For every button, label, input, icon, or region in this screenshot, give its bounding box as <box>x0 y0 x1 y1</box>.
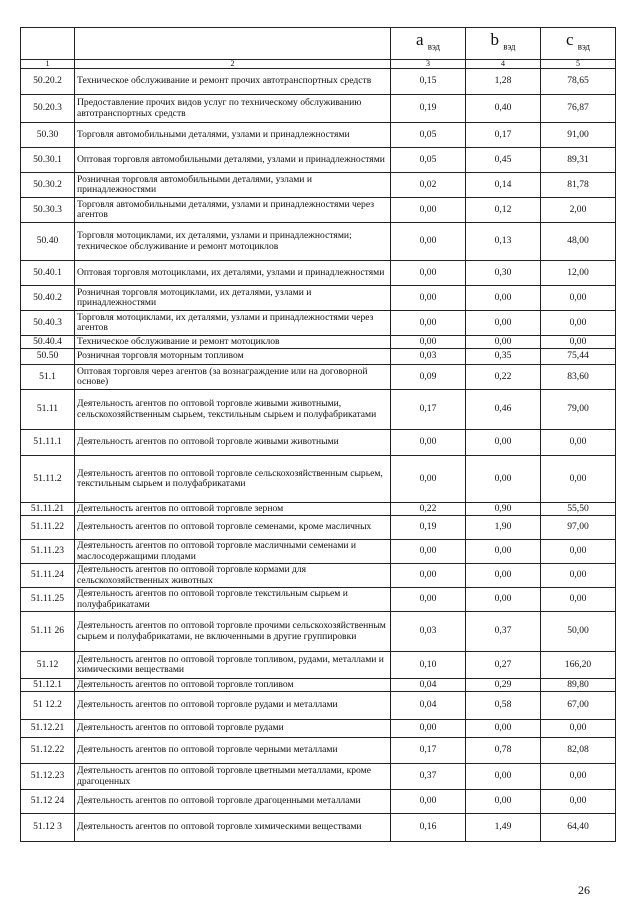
row-value-a: 0,00 <box>391 336 466 349</box>
row-value-b: 0,00 <box>466 311 541 336</box>
row-value-c: 91,00 <box>541 123 616 148</box>
row-value-b: 0,00 <box>466 336 541 349</box>
row-value-c: 0,00 <box>541 430 616 456</box>
row-name: Торговля автомобильными деталями, узлами и принадлежностями <box>75 123 391 148</box>
row-value-a: 0,37 <box>391 764 466 790</box>
table-row <box>21 516 616 540</box>
row-code: 51.11.2 <box>21 456 75 503</box>
row-name: Деятельность агентов по оптовой торговле топливом, рудами, металлами и химическими веществами <box>75 652 391 679</box>
row-value-b: 0,00 <box>466 430 541 456</box>
row-value-c: 12,00 <box>541 261 616 286</box>
row-value-c: 0,00 <box>541 311 616 336</box>
row-code: 51.1 <box>21 365 75 390</box>
row-name: Оптовая торговля мотоциклами, их деталями, узлами и принадлежностями <box>75 261 391 286</box>
row-value-b: 0,17 <box>466 123 541 148</box>
row-name: Деятельность агентов по оптовой торговле рудами <box>75 720 391 738</box>
table-row <box>21 738 616 764</box>
row-code: 51 12.2 <box>21 692 75 720</box>
row-value-b: 0,58 <box>466 692 541 720</box>
row-value-c: 48,00 <box>541 223 616 261</box>
row-value-c: 0,00 <box>541 790 616 814</box>
row-value-c: 50,00 <box>541 612 616 652</box>
row-value-c: 78,65 <box>541 69 616 95</box>
row-value-a: 0,00 <box>391 430 466 456</box>
row-name: Деятельность агентов по оптовой торговле рудами и металлами <box>75 692 391 720</box>
row-value-b: 0,27 <box>466 652 541 679</box>
row-value-a: 0,03 <box>391 612 466 652</box>
column-index: 1 <box>21 60 75 69</box>
row-name: Розничная торговля автомобильными деталями, узлами и принадлежностями <box>75 173 391 198</box>
row-value-a: 0,09 <box>391 365 466 390</box>
row-name: Розничная торговля мотоциклами, их деталями, узлами и принадлежностями <box>75 286 391 311</box>
page-number: 26 <box>578 883 590 897</box>
row-value-b: 0,14 <box>466 173 541 198</box>
column-index-row <box>21 60 616 69</box>
row-value-c: 0,00 <box>541 286 616 311</box>
row-value-b: 0,37 <box>466 612 541 652</box>
table-row <box>21 764 616 790</box>
row-value-a: 0,04 <box>391 679 466 692</box>
row-value-c: 67,00 <box>541 692 616 720</box>
column-index: 2 <box>75 60 391 69</box>
row-value-c: 0,00 <box>541 540 616 564</box>
row-value-c: 89,80 <box>541 679 616 692</box>
row-value-a: 0,19 <box>391 95 466 123</box>
table-row <box>21 503 616 516</box>
table-row <box>21 123 616 148</box>
table-row <box>21 365 616 390</box>
row-value-c: 64,40 <box>541 814 616 842</box>
row-name: Деятельность агентов по оптовой торговле масличными семенами и маслосодержащими плодами <box>75 540 391 564</box>
row-code: 50.30.2 <box>21 173 75 198</box>
row-value-b: 0,00 <box>466 720 541 738</box>
row-code: 51.11.22 <box>21 516 75 540</box>
row-name: Оптовая торговля автомобильными деталями, узлами и принадлежностями <box>75 148 391 173</box>
row-value-b: 0,00 <box>466 456 541 503</box>
row-name: Деятельность агентов по оптовой торговле цветными металлами, кроме драгоценных <box>75 764 391 790</box>
row-value-c: 81,78 <box>541 173 616 198</box>
row-value-b: 1,28 <box>466 69 541 95</box>
row-name: Деятельность агентов по оптовой торговле сельскохозяйственным сырьем, текстильным сырьем и полуфабрикатами <box>75 456 391 503</box>
row-name: Деятельность агентов по оптовой торговле живыми животными, сельскохозяйственным сырьем, текстильным сырьем и полуфабрикатами <box>75 390 391 430</box>
row-value-b: 0,46 <box>466 390 541 430</box>
row-value-c: 89,31 <box>541 148 616 173</box>
table-row <box>21 588 616 612</box>
row-name: Деятельность агентов по оптовой торговле черными металлами <box>75 738 391 764</box>
header-row <box>21 28 616 60</box>
row-code: 50.30 <box>21 123 75 148</box>
row-name: Торговля мотоциклами, их деталями, узлами и принадлежностями; техническое обслуживание и ремонт мотоциклов <box>75 223 391 261</box>
table-row <box>21 814 616 842</box>
row-value-a: 0,00 <box>391 311 466 336</box>
row-value-b: 0,00 <box>466 540 541 564</box>
row-value-b: 0,29 <box>466 679 541 692</box>
row-value-a: 0,19 <box>391 516 466 540</box>
row-name: Деятельность агентов по оптовой торговле химическими веществами <box>75 814 391 842</box>
table-row <box>21 564 616 588</box>
row-code: 51.11.1 <box>21 430 75 456</box>
table-row <box>21 652 616 679</box>
row-name: Предоставление прочих видов услуг по техническому обслуживанию автотранспортных средств <box>75 95 391 123</box>
table-row <box>21 173 616 198</box>
row-value-b: 1,49 <box>466 814 541 842</box>
header-col-b: b $_{вэд}$ <box>466 28 541 60</box>
table-row <box>21 349 616 365</box>
table-row <box>21 261 616 286</box>
row-code: 50.20.2 <box>21 69 75 95</box>
row-code: 51.12 <box>21 652 75 679</box>
row-value-b: 0,22 <box>466 365 541 390</box>
row-value-c: 166,20 <box>541 652 616 679</box>
table-row <box>21 148 616 173</box>
row-value-a: 0,10 <box>391 652 466 679</box>
row-value-b: 0,40 <box>466 95 541 123</box>
table-row <box>21 69 616 95</box>
table-row <box>21 286 616 311</box>
row-name: Розничная торговля моторным топливом <box>75 349 391 365</box>
row-name: Деятельность агентов по оптовой торговле семенами, кроме масличных <box>75 516 391 540</box>
table-row <box>21 720 616 738</box>
table-row <box>21 612 616 652</box>
row-code: 50.40 <box>21 223 75 261</box>
row-value-c: 0,00 <box>541 336 616 349</box>
row-name: Торговля автомобильными деталями, узлами и принадлежностями через агентов <box>75 198 391 223</box>
table-row <box>21 198 616 223</box>
row-value-c: 0,00 <box>541 456 616 503</box>
table-row <box>21 336 616 349</box>
row-value-b: 0,78 <box>466 738 541 764</box>
row-code: 51.12.22 <box>21 738 75 764</box>
row-value-a: 0,00 <box>391 456 466 503</box>
row-value-a: 0,00 <box>391 286 466 311</box>
classifier-table <box>20 27 616 842</box>
row-value-a: 0,15 <box>391 69 466 95</box>
row-value-c: 2,00 <box>541 198 616 223</box>
table-row <box>21 790 616 814</box>
table-row <box>21 540 616 564</box>
row-code: 51.12.21 <box>21 720 75 738</box>
row-code: 51.11.24 <box>21 564 75 588</box>
table-row <box>21 95 616 123</box>
row-value-b: 0,30 <box>466 261 541 286</box>
row-name: Деятельность агентов по оптовой торговле живыми животными <box>75 430 391 456</box>
row-value-a: 0,00 <box>391 564 466 588</box>
row-name: Деятельность агентов по оптовой торговле прочими сельскохозяйственным сырьем и полуфабрикатами, не включенными в другие группировки <box>75 612 391 652</box>
column-index: 3 <box>391 60 466 69</box>
row-code: 51.11.21 <box>21 503 75 516</box>
table-row <box>21 456 616 503</box>
row-value-c: 97,00 <box>541 516 616 540</box>
row-code: 51.11.25 <box>21 588 75 612</box>
row-value-c: 0,00 <box>541 588 616 612</box>
row-value-b: 0,35 <box>466 349 541 365</box>
row-name: Оптовая торговля через агентов (за вознаграждение или на договорной основе) <box>75 365 391 390</box>
row-value-a: 0,02 <box>391 173 466 198</box>
row-code: 50.30.3 <box>21 198 75 223</box>
row-code: 51.12 24 <box>21 790 75 814</box>
row-code: 51.11 <box>21 390 75 430</box>
row-value-b: 0,90 <box>466 503 541 516</box>
row-value-a: 0,00 <box>391 790 466 814</box>
row-value-a: 0,05 <box>391 123 466 148</box>
row-name: Деятельность агентов по оптовой торговле текстильным сырьем и полуфабрикатами <box>75 588 391 612</box>
row-value-b: 0,45 <box>466 148 541 173</box>
row-value-c: 0,00 <box>541 720 616 738</box>
row-value-a: 0,00 <box>391 223 466 261</box>
column-index: 5 <box>541 60 616 69</box>
row-value-a: 0,00 <box>391 588 466 612</box>
table-row <box>21 430 616 456</box>
row-value-a: 0,00 <box>391 261 466 286</box>
row-code: 50.40.1 <box>21 261 75 286</box>
header-code-cell <box>21 28 75 60</box>
row-value-c: 76,87 <box>541 95 616 123</box>
row-code: 51.11 26 <box>21 612 75 652</box>
row-value-c: 0,00 <box>541 764 616 790</box>
row-value-a: 0,17 <box>391 390 466 430</box>
row-value-b: 0,00 <box>466 286 541 311</box>
row-value-b: 0,00 <box>466 764 541 790</box>
row-code: 51.12.23 <box>21 764 75 790</box>
table-row <box>21 692 616 720</box>
row-name: Техническое обслуживание и ремонт мотоциклов <box>75 336 391 349</box>
row-value-b: 0,12 <box>466 198 541 223</box>
row-value-b: 1,90 <box>466 516 541 540</box>
row-code: 50.40.3 <box>21 311 75 336</box>
row-value-c: 55,50 <box>541 503 616 516</box>
row-value-c: 79,00 <box>541 390 616 430</box>
table-row <box>21 679 616 692</box>
table-row <box>21 390 616 430</box>
header-name-cell <box>75 28 391 60</box>
row-code: 50.40.2 <box>21 286 75 311</box>
row-value-a: 0,16 <box>391 814 466 842</box>
row-value-c: 75,44 <box>541 349 616 365</box>
row-code: 51.12 3 <box>21 814 75 842</box>
row-value-a: 0,22 <box>391 503 466 516</box>
row-name: Деятельность агентов по оптовой торговле топливом <box>75 679 391 692</box>
row-value-b: 0,13 <box>466 223 541 261</box>
row-value-c: 0,00 <box>541 564 616 588</box>
row-value-a: 0,05 <box>391 148 466 173</box>
row-name: Торговля мотоциклами, их деталями, узлами и принадлежностями через агентов <box>75 311 391 336</box>
header-col-c: c $_{вэд}$ <box>541 28 616 60</box>
row-value-a: 0,00 <box>391 198 466 223</box>
row-code: 50.20.3 <box>21 95 75 123</box>
row-name: Техническое обслуживание и ремонт прочих автотранспортных средств <box>75 69 391 95</box>
row-value-a: 0,04 <box>391 692 466 720</box>
row-value-a: 0,00 <box>391 540 466 564</box>
table-row <box>21 311 616 336</box>
row-value-a: 0,00 <box>391 720 466 738</box>
row-code: 50.40.4 <box>21 336 75 349</box>
table-row <box>21 223 616 261</box>
row-code: 50.50 <box>21 349 75 365</box>
row-value-a: 0,03 <box>391 349 466 365</box>
row-value-b: 0,00 <box>466 790 541 814</box>
row-name: Деятельность агентов по оптовой торговле кормами для сельскохозяйственных животных <box>75 564 391 588</box>
row-value-b: 0,00 <box>466 588 541 612</box>
column-index: 4 <box>466 60 541 69</box>
row-code: 51.12.1 <box>21 679 75 692</box>
row-value-a: 0,17 <box>391 738 466 764</box>
row-value-c: 83,60 <box>541 365 616 390</box>
row-code: 50.30.1 <box>21 148 75 173</box>
row-name: Деятельность агентов по оптовой торговле зерном <box>75 503 391 516</box>
row-value-c: 82,08 <box>541 738 616 764</box>
row-name: Деятельность агентов по оптовой торговле драгоценными металлами <box>75 790 391 814</box>
row-value-b: 0,00 <box>466 564 541 588</box>
header-col-a: a $_{вэд}$ <box>391 28 466 60</box>
row-code: 51.11.23 <box>21 540 75 564</box>
